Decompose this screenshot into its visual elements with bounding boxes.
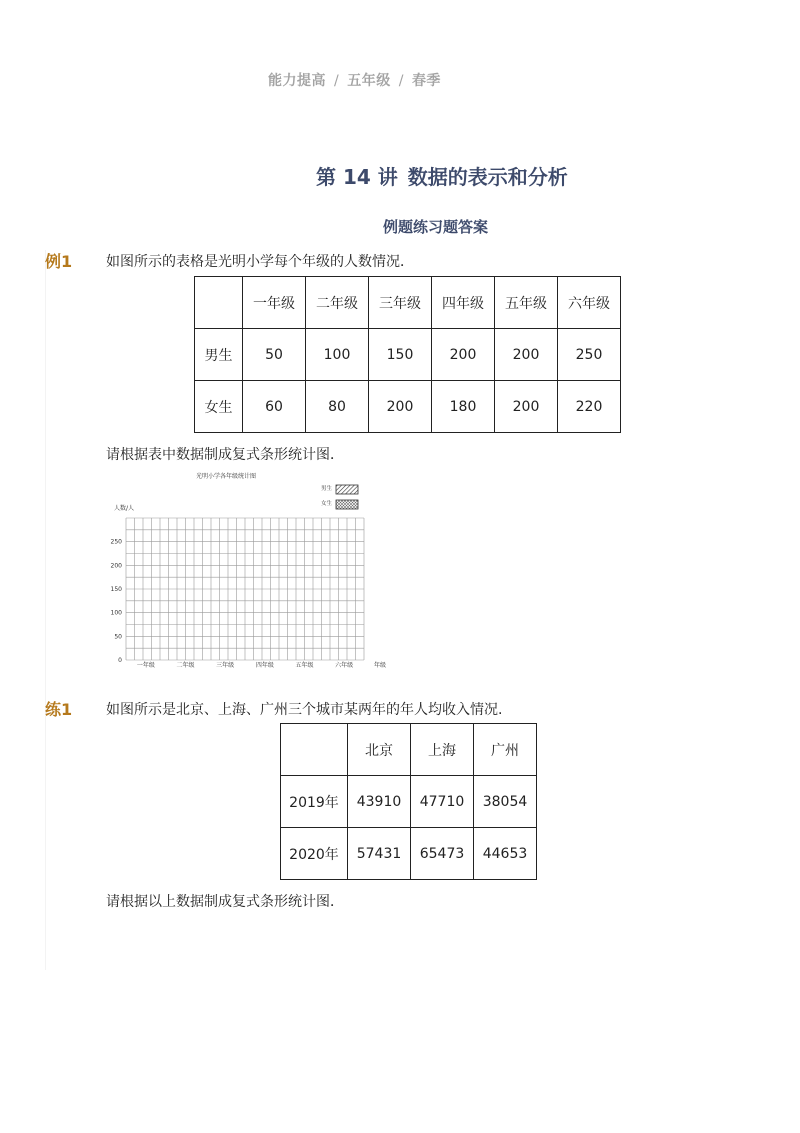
table-row — [281, 776, 537, 828]
table-header-cell: 二年级 — [306, 277, 369, 329]
table-header-cell: 一年级 — [243, 277, 306, 329]
breadcrumb-item-term: 春季 — [411, 73, 441, 89]
example-label: 例1 — [45, 252, 73, 271]
x-tick-label: 一年级 — [136, 662, 155, 669]
y-tick-label: 50 — [114, 633, 122, 641]
y-tick-label: 0 — [118, 657, 122, 664]
y-tick-label: 250 — [110, 538, 122, 546]
table-cell: 200 — [432, 329, 495, 381]
table-header-cell: 上海 — [411, 724, 474, 776]
table-row-head: 2019年 — [281, 776, 348, 828]
practice-instruction: 请根据以上数据制成复式条形统计图． — [106, 894, 344, 910]
table-cell: 65473 — [411, 828, 474, 880]
grade-population-table — [194, 276, 621, 433]
example-prompt: 如图所示的表格是光明小学每个年级的人数情况． — [106, 254, 414, 270]
table-header-cell: 北京 — [348, 724, 411, 776]
table-row — [195, 329, 621, 381]
table-cell: 200 — [369, 381, 432, 433]
table-header-row — [195, 277, 621, 329]
table-header-cell: 四年级 — [432, 277, 495, 329]
breadcrumb — [268, 70, 441, 90]
city-income-table — [280, 723, 537, 880]
chart-grid — [126, 518, 364, 660]
table-row — [281, 828, 537, 880]
x-tick-label: 六年级 — [335, 662, 354, 669]
table-row — [195, 381, 621, 433]
table-corner-cell — [281, 724, 348, 776]
table-cell: 57431 — [348, 828, 411, 880]
table-header-cell: 广州 — [474, 724, 537, 776]
table-cell: 200 — [495, 329, 558, 381]
table-header-cell: 五年级 — [495, 277, 558, 329]
table-cell: 80 — [306, 381, 369, 433]
lecture-topic: 数据的表示和分析 — [407, 165, 568, 189]
table-cell: 50 — [243, 329, 306, 381]
breadcrumb-separator: / — [334, 73, 340, 89]
table-header-row — [281, 724, 537, 776]
page-title — [316, 161, 568, 190]
table-cell: 38054 — [474, 776, 537, 828]
legend-swatch — [336, 485, 358, 494]
x-tick-label: 五年级 — [295, 662, 314, 669]
y-tick-label: 200 — [110, 562, 122, 570]
table-header-cell: 六年级 — [558, 277, 621, 329]
table-cell: 250 — [558, 329, 621, 381]
table-row-head: 女生 — [195, 381, 243, 433]
margin-line — [45, 250, 46, 970]
table-corner-cell — [195, 277, 243, 329]
x-tick-label: 二年级 — [176, 662, 195, 669]
table-cell: 43910 — [348, 776, 411, 828]
chart-title: 光明小学各年级统计图 — [195, 473, 257, 480]
legend-label: 男生 — [320, 486, 332, 492]
lecture-number: 第 14 讲 — [316, 165, 398, 189]
table-header-cell: 三年级 — [369, 277, 432, 329]
legend-swatch — [336, 500, 358, 509]
table-cell: 44653 — [474, 828, 537, 880]
legend-label: 女生 — [320, 501, 332, 507]
practice-label: 练1 — [45, 700, 73, 719]
table-row-head: 2020年 — [281, 828, 348, 880]
table-cell: 150 — [369, 329, 432, 381]
practice-prompt: 如图所示是北京、上海、广州三个城市某两年的年人均收入情况. — [106, 702, 503, 718]
example-instruction: 请根据表中数据制成复式条形统计图． — [106, 447, 344, 463]
y-axis-label: 人数/人 — [114, 505, 135, 512]
chart-labels — [111, 472, 386, 669]
table-cell: 100 — [306, 329, 369, 381]
x-tick-label: 三年级 — [216, 662, 235, 669]
table-cell: 180 — [432, 381, 495, 433]
table-cell: 200 — [495, 381, 558, 433]
blank-bar-chart — [108, 468, 398, 674]
table-cell: 60 — [243, 381, 306, 433]
table-row-head: 男生 — [195, 329, 243, 381]
y-tick-label: 100 — [110, 609, 122, 617]
breadcrumb-item-grade: 五年级 — [347, 73, 391, 89]
x-tick-label: 四年级 — [255, 662, 274, 669]
section-title: 例题练习题答案 — [383, 218, 489, 236]
x-axis-label: 年级 — [374, 662, 387, 669]
breadcrumb-item-level: 能力提高 — [268, 73, 326, 89]
table-cell: 220 — [558, 381, 621, 433]
table-cell: 47710 — [411, 776, 474, 828]
y-tick-label: 150 — [110, 586, 122, 593]
breadcrumb-separator: / — [398, 73, 404, 89]
